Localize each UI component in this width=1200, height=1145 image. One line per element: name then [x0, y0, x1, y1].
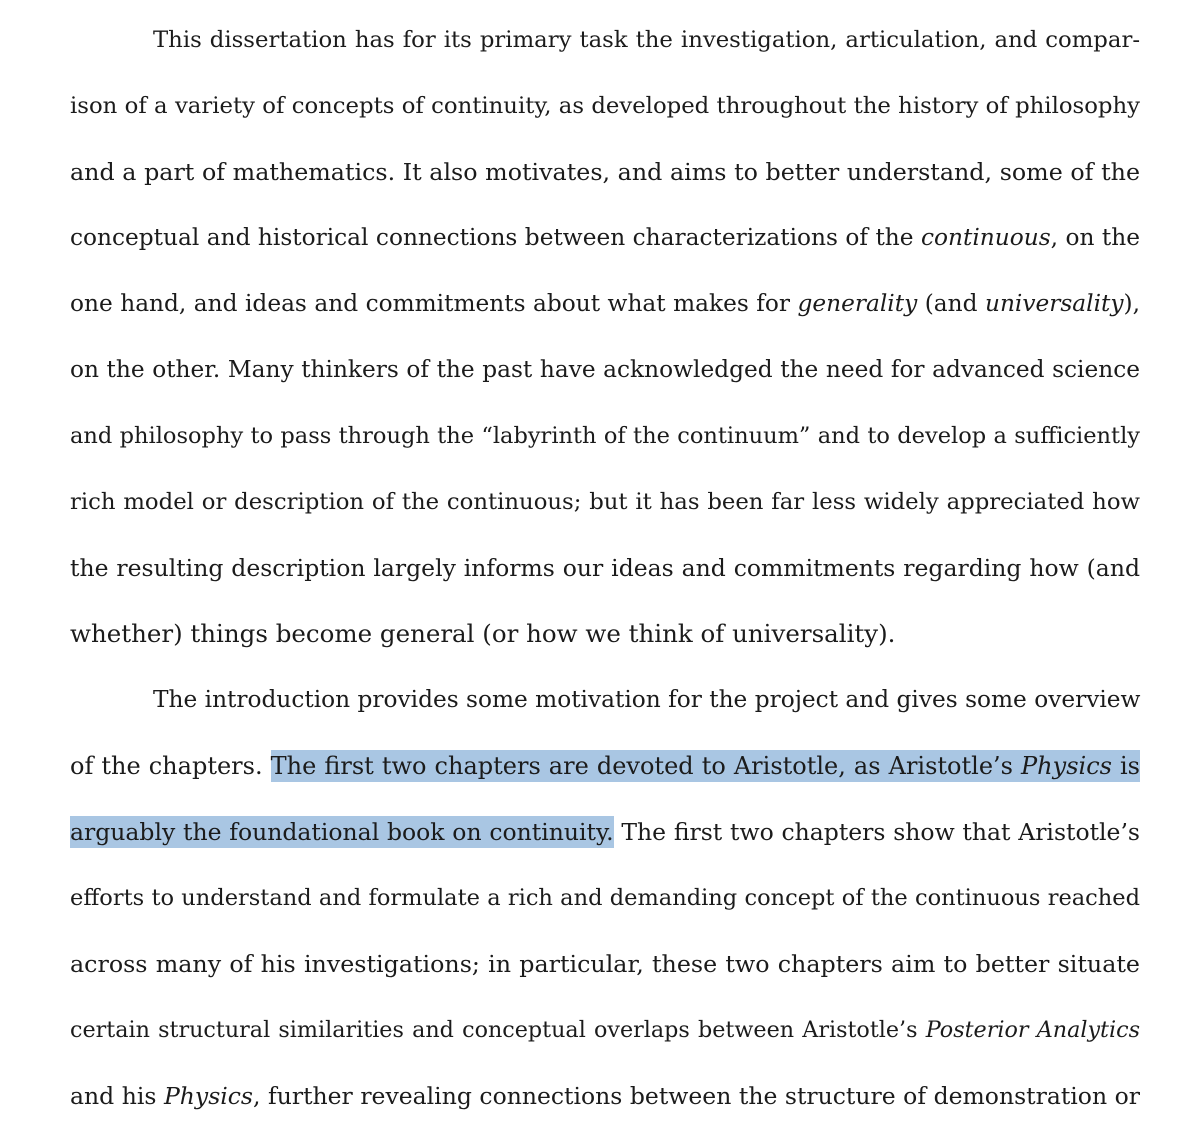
- text-line: and philosophy to pass through the “labyrinth of the continuum” and to develop a sufficiently: [70, 423, 1140, 449]
- text-run: , on the: [1050, 224, 1140, 251]
- emphasis-physics: Physics: [1021, 752, 1112, 780]
- text-line: [70, 284, 1140, 324]
- highlighted-text: is: [1111, 752, 1140, 780]
- text-line: [70, 812, 1140, 852]
- text-line: the resulting description largely informs our ideas and commitments regarding how (and: [70, 554, 1140, 582]
- text-line: on the other. Many thinkers of the past have acknowledged the need for advanced science: [70, 356, 1140, 383]
- text-line: rich model or description of the continuous; but it has been far less widely appreciated how: [70, 489, 1140, 515]
- text-run: (and: [917, 290, 985, 317]
- text-line: [70, 1010, 1140, 1050]
- text-selection-highlight[interactable]: [271, 750, 1140, 782]
- text-line: [70, 746, 1140, 786]
- text-line: efforts to understand and formulate a rich and demanding concept of the continuous reached: [70, 885, 1140, 911]
- text-selection-highlight[interactable]: arguably the foundational book on continuity.: [70, 818, 614, 846]
- text-run: one hand, and ideas and commitments about what makes for: [70, 290, 798, 317]
- text-run: ),: [1123, 290, 1140, 317]
- emphasis-continuous: continuous: [921, 224, 1051, 251]
- text-run: The first two chapters show that Aristotle’s: [613, 818, 1140, 846]
- text-run: conceptual and historical connections between characterizations of the: [70, 224, 922, 251]
- text-run: and his: [70, 1082, 164, 1110]
- text-run: , further revealing connections between the structure of demonstration or: [253, 1082, 1140, 1110]
- text-line: whether) things become general (or how we think of universality).: [70, 619, 896, 648]
- text-line: and a part of mathematics. It also motivates, and aims to better understand, some of the: [70, 158, 1140, 186]
- text-line: across many of his investigations; in particular, these two chapters aim to better situate: [70, 950, 1140, 978]
- text-line: [70, 218, 1140, 258]
- emphasis-physics: Physics: [163, 1082, 253, 1110]
- text-line: ison of a variety of concepts of continuity, as developed throughout the history of philosophy: [70, 93, 1140, 119]
- text-line: [70, 1076, 1140, 1116]
- emphasis-universality: universality: [984, 290, 1124, 317]
- emphasis-generality: generality: [797, 290, 918, 317]
- text-line: The introduction provides some motivation for the project and gives some overview: [153, 686, 1141, 713]
- text-run: certain structural similarities and conceptual overlaps between Aristotle’s: [70, 1017, 926, 1043]
- emphasis-posterior-analytics: Posterior Analytics: [925, 1017, 1140, 1043]
- highlighted-text: The first two chapters are devoted to Aristotle, as Aristotle’s: [270, 752, 1022, 780]
- text-line: This dissertation has for its primary task the investigation, articulation, and compar-: [153, 27, 1140, 53]
- text-run: of the chapters.: [70, 752, 271, 780]
